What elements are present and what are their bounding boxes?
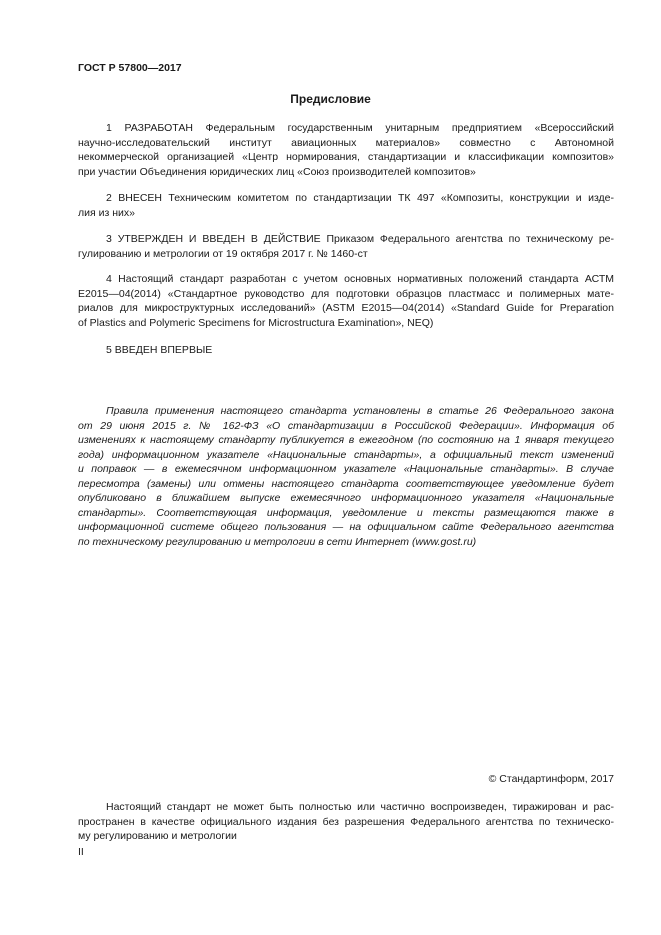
notice-line: и поправок — в ежемесячном информационном указателе «Национальные стандарты». В случае [78, 463, 614, 475]
reproduction-line: Настоящий стандарт не может быть полностью или частично воспроизведен, тиражирован и рас- [106, 801, 614, 813]
notice-line: от 29 июня 2015 г. № 162-ФЗ «О стандартизации в Российской Федерации». Информация об [78, 419, 614, 432]
paragraph-line: научно-исследовательский институт авиационных материалов» совместно с Автономной [78, 136, 614, 149]
page-number: II [78, 846, 84, 858]
paragraph-based-on [78, 272, 614, 330]
reproduction-line: пространен в качестве официального издания без разрешения Федерального агентства по техническо- [78, 815, 614, 828]
paragraph-line: при участии Объединения юридических лиц «Союз производителей композитов» [78, 165, 476, 178]
paragraph-line: Е2015—04(2014) «Стандартное руководство для подготовки образцов пластмасс и полимерных мате- [78, 287, 614, 300]
paragraph-line: 1 РАЗРАБОТАН Федеральным государственным унитарным предприятием «Всероссийский [106, 122, 614, 134]
paragraph-line: риалов для микроструктурных исследований» (ASTM E2015—04(2014) «Standard Guide for Preparation [78, 302, 614, 314]
paragraph-line: гулированию и метрологии от 19 октября 2017 г. № 1460-ст [78, 247, 368, 260]
paragraph-line: of Plastics and Polymeric Specimens for Microstructura Examination», NEQ) [78, 316, 434, 329]
paragraph-line: 4 Настоящий стандарт разработан с учетом основных нормативных положений стандарта АСТМ [106, 273, 614, 285]
notice-line: Правила применения настоящего стандарта установлены в статье 26 Федерального закона [106, 405, 614, 417]
copyright: © Стандартинформ, 2017 [488, 773, 614, 785]
standard-rules-notice [78, 404, 614, 549]
paragraph-line: 2 ВНЕСЕН Техническим комитетом по стандартизации ТК 497 «Композиты, конструкции и изде- [106, 192, 614, 204]
paragraph-developer [78, 121, 614, 179]
paragraph-approved [78, 232, 614, 261]
paragraph-line: лия из них» [78, 206, 135, 219]
notice-line: года) информационном указателе «Национальные стандарты», а официальный текст изменений [78, 448, 614, 461]
reproduction-line: му регулированию и метрологии [78, 830, 237, 842]
document-code: ГОСТ Р 57800—2017 [78, 62, 182, 74]
notice-line: пересмотра (замены) или отмены настоящего стандарта соответствующее уведомление будет [78, 477, 614, 490]
notice-line: по техническому регулированию и метрологии в сети Интернет (www.gost.ru) [78, 535, 477, 548]
notice-line: опубликовано в ближайшем выпуске ежемесячного информационного указателя «Национальные [78, 492, 614, 504]
paragraph-first-introduced [78, 343, 614, 358]
paragraph-introduced [78, 191, 614, 220]
section-title: Предисловие [290, 92, 371, 106]
paragraph-line: 5 ВВЕДЕН ВПЕРВЫЕ [106, 344, 213, 356]
notice-line: информационной системе общего пользования — на официальном сайте Федерального агентства [78, 521, 614, 533]
reproduction-notice [78, 800, 614, 844]
notice-line: изменениях к настоящему стандарту публикуется в ежегодном (по состоянию на 1 января текущего [78, 434, 614, 446]
paragraph-line: некоммерческой организацией «Центр нормирования, стандартизации и классификации композитов» [78, 151, 614, 163]
paragraph-line: 3 УТВЕРЖДЕН И ВВЕДЕН В ДЕЙСТВИЕ Приказом Федерального агентства по техническому ре- [106, 233, 614, 245]
notice-line: стандарты». Соответствующая информация, уведомление и тексты размещаются также в [78, 506, 614, 519]
